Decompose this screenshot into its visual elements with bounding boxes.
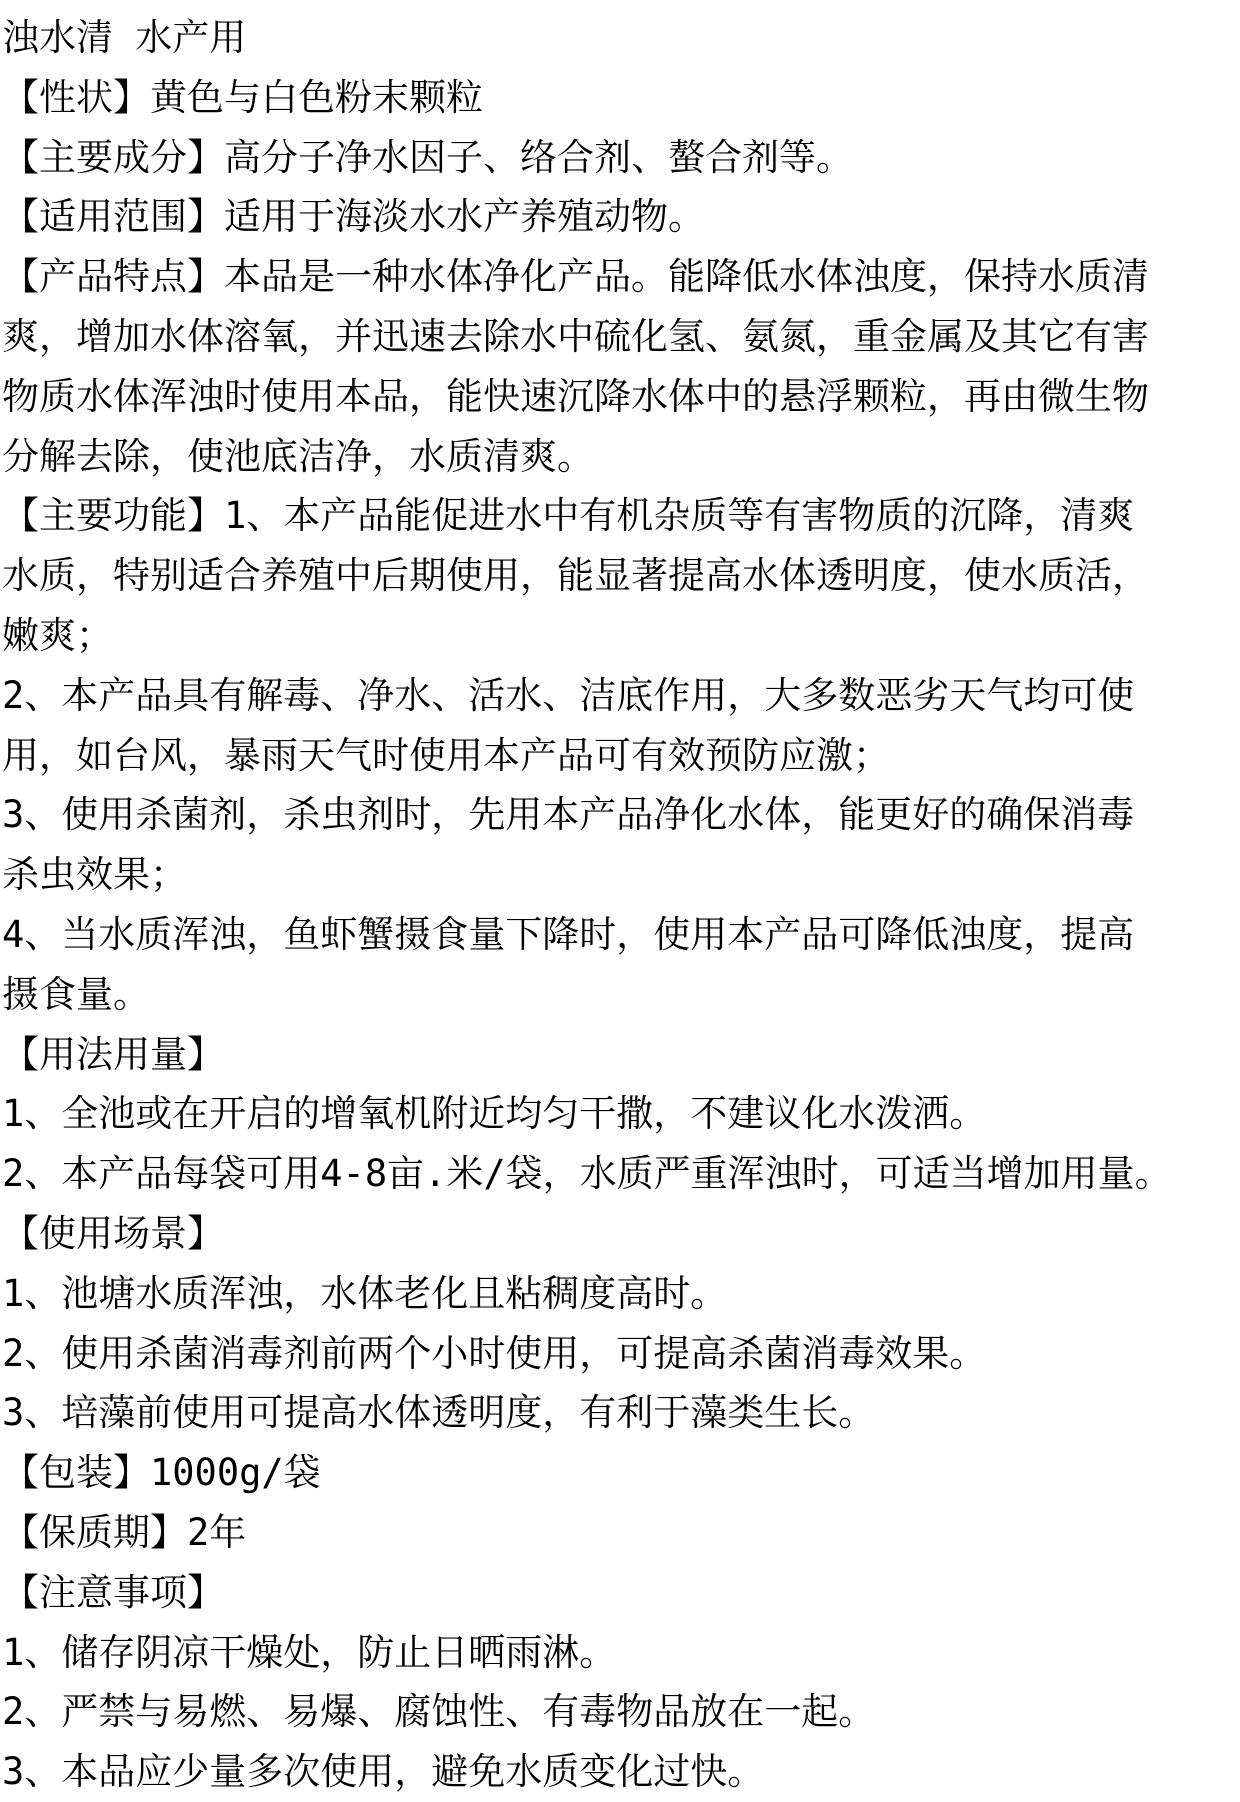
usage-item-1: 1、全池或在开启的增氧机附近均匀干撒，不建议化水泼洒。 — [2, 1092, 987, 1136]
section-properties: 【性状】黄色与白色粉末颗粒 — [2, 75, 483, 119]
section-shelf-life: 【保质期】2年 — [2, 1510, 247, 1554]
section-precautions-heading: 【注意事项】 — [2, 1570, 224, 1614]
section-scope: 【适用范围】适用于海淡水水产养殖动物。 — [2, 195, 705, 239]
section-functions-line-3: 嫩爽； — [2, 613, 113, 657]
function-item-3-line-1: 3、使用杀菌剂，杀虫剂时，先用本产品净化水体，能更好的确保消毒 — [2, 793, 1135, 837]
section-ingredients: 【主要成分】高分子净水因子、络合剂、螯合剂等。 — [2, 135, 853, 179]
precaution-item-2: 2、严禁与易燃、易爆、腐蚀性、有毒物品放在一起。 — [2, 1690, 876, 1734]
scenario-item-1: 1、池塘水质浑浊，水体老化且粘稠度高时。 — [2, 1271, 728, 1315]
precaution-item-3: 3、本品应少量多次使用，避免水质变化过快。 — [2, 1750, 765, 1794]
product-title: 浊水清 水产用 — [2, 16, 247, 59]
section-scenarios-heading: 【使用场景】 — [2, 1211, 224, 1255]
precaution-item-1: 1、储存阴凉干燥处，防止日晒雨淋。 — [2, 1630, 617, 1674]
section-usage-heading: 【用法用量】 — [2, 1032, 224, 1076]
function-item-4-line-1: 4、当水质浑浊，鱼虾蟹摄食量下降时，使用本产品可降低浊度，提高 — [2, 912, 1135, 956]
section-functions-line-2: 水质，特别适合养殖中后期使用，能显著提高水体透明度，使水质活， — [2, 554, 1149, 598]
scenario-item-2: 2、使用杀菌消毒剂前两个小时使用，可提高杀菌消毒效果。 — [2, 1331, 987, 1375]
section-packaging: 【包装】1000g/袋 — [2, 1451, 321, 1495]
function-item-3-line-2: 杀虫效果； — [2, 853, 187, 897]
function-item-2-line-1: 2、本产品具有解毒、净水、活水、洁底作用，大多数恶劣天气均可使 — [2, 673, 1135, 717]
scenario-item-3: 3、培藻前使用可提高水体透明度，有利于藻类生长。 — [2, 1391, 876, 1435]
section-functions-line-1: 【主要功能】1、本产品能促进水中有机杂质等有害物质的沉降，清爽 — [2, 494, 1135, 538]
usage-item-2: 2、本产品每袋可用4-8亩.米/袋，水质严重浑浊时，可适当增加用量。 — [2, 1152, 1172, 1196]
section-features-line-2: 爽，增加水体溶氧，并迅速去除水中硫化氢、氨氮，重金属及其它有害 — [2, 314, 1149, 358]
section-features-line-4: 分解去除，使池底洁净，水质清爽。 — [2, 434, 594, 478]
function-item-2-line-2: 用，如台风，暴雨天气时使用本产品可有效预防应激； — [2, 733, 890, 777]
function-item-4-line-2: 摄食量。 — [2, 972, 150, 1016]
section-features-line-1: 【产品特点】本品是一种水体净化产品。能降低水体浊度，保持水质清 — [2, 255, 1149, 299]
section-features-line-3: 物质水体浑浊时使用本品，能快速沉降水体中的悬浮颗粒，再由微生物 — [2, 374, 1149, 418]
